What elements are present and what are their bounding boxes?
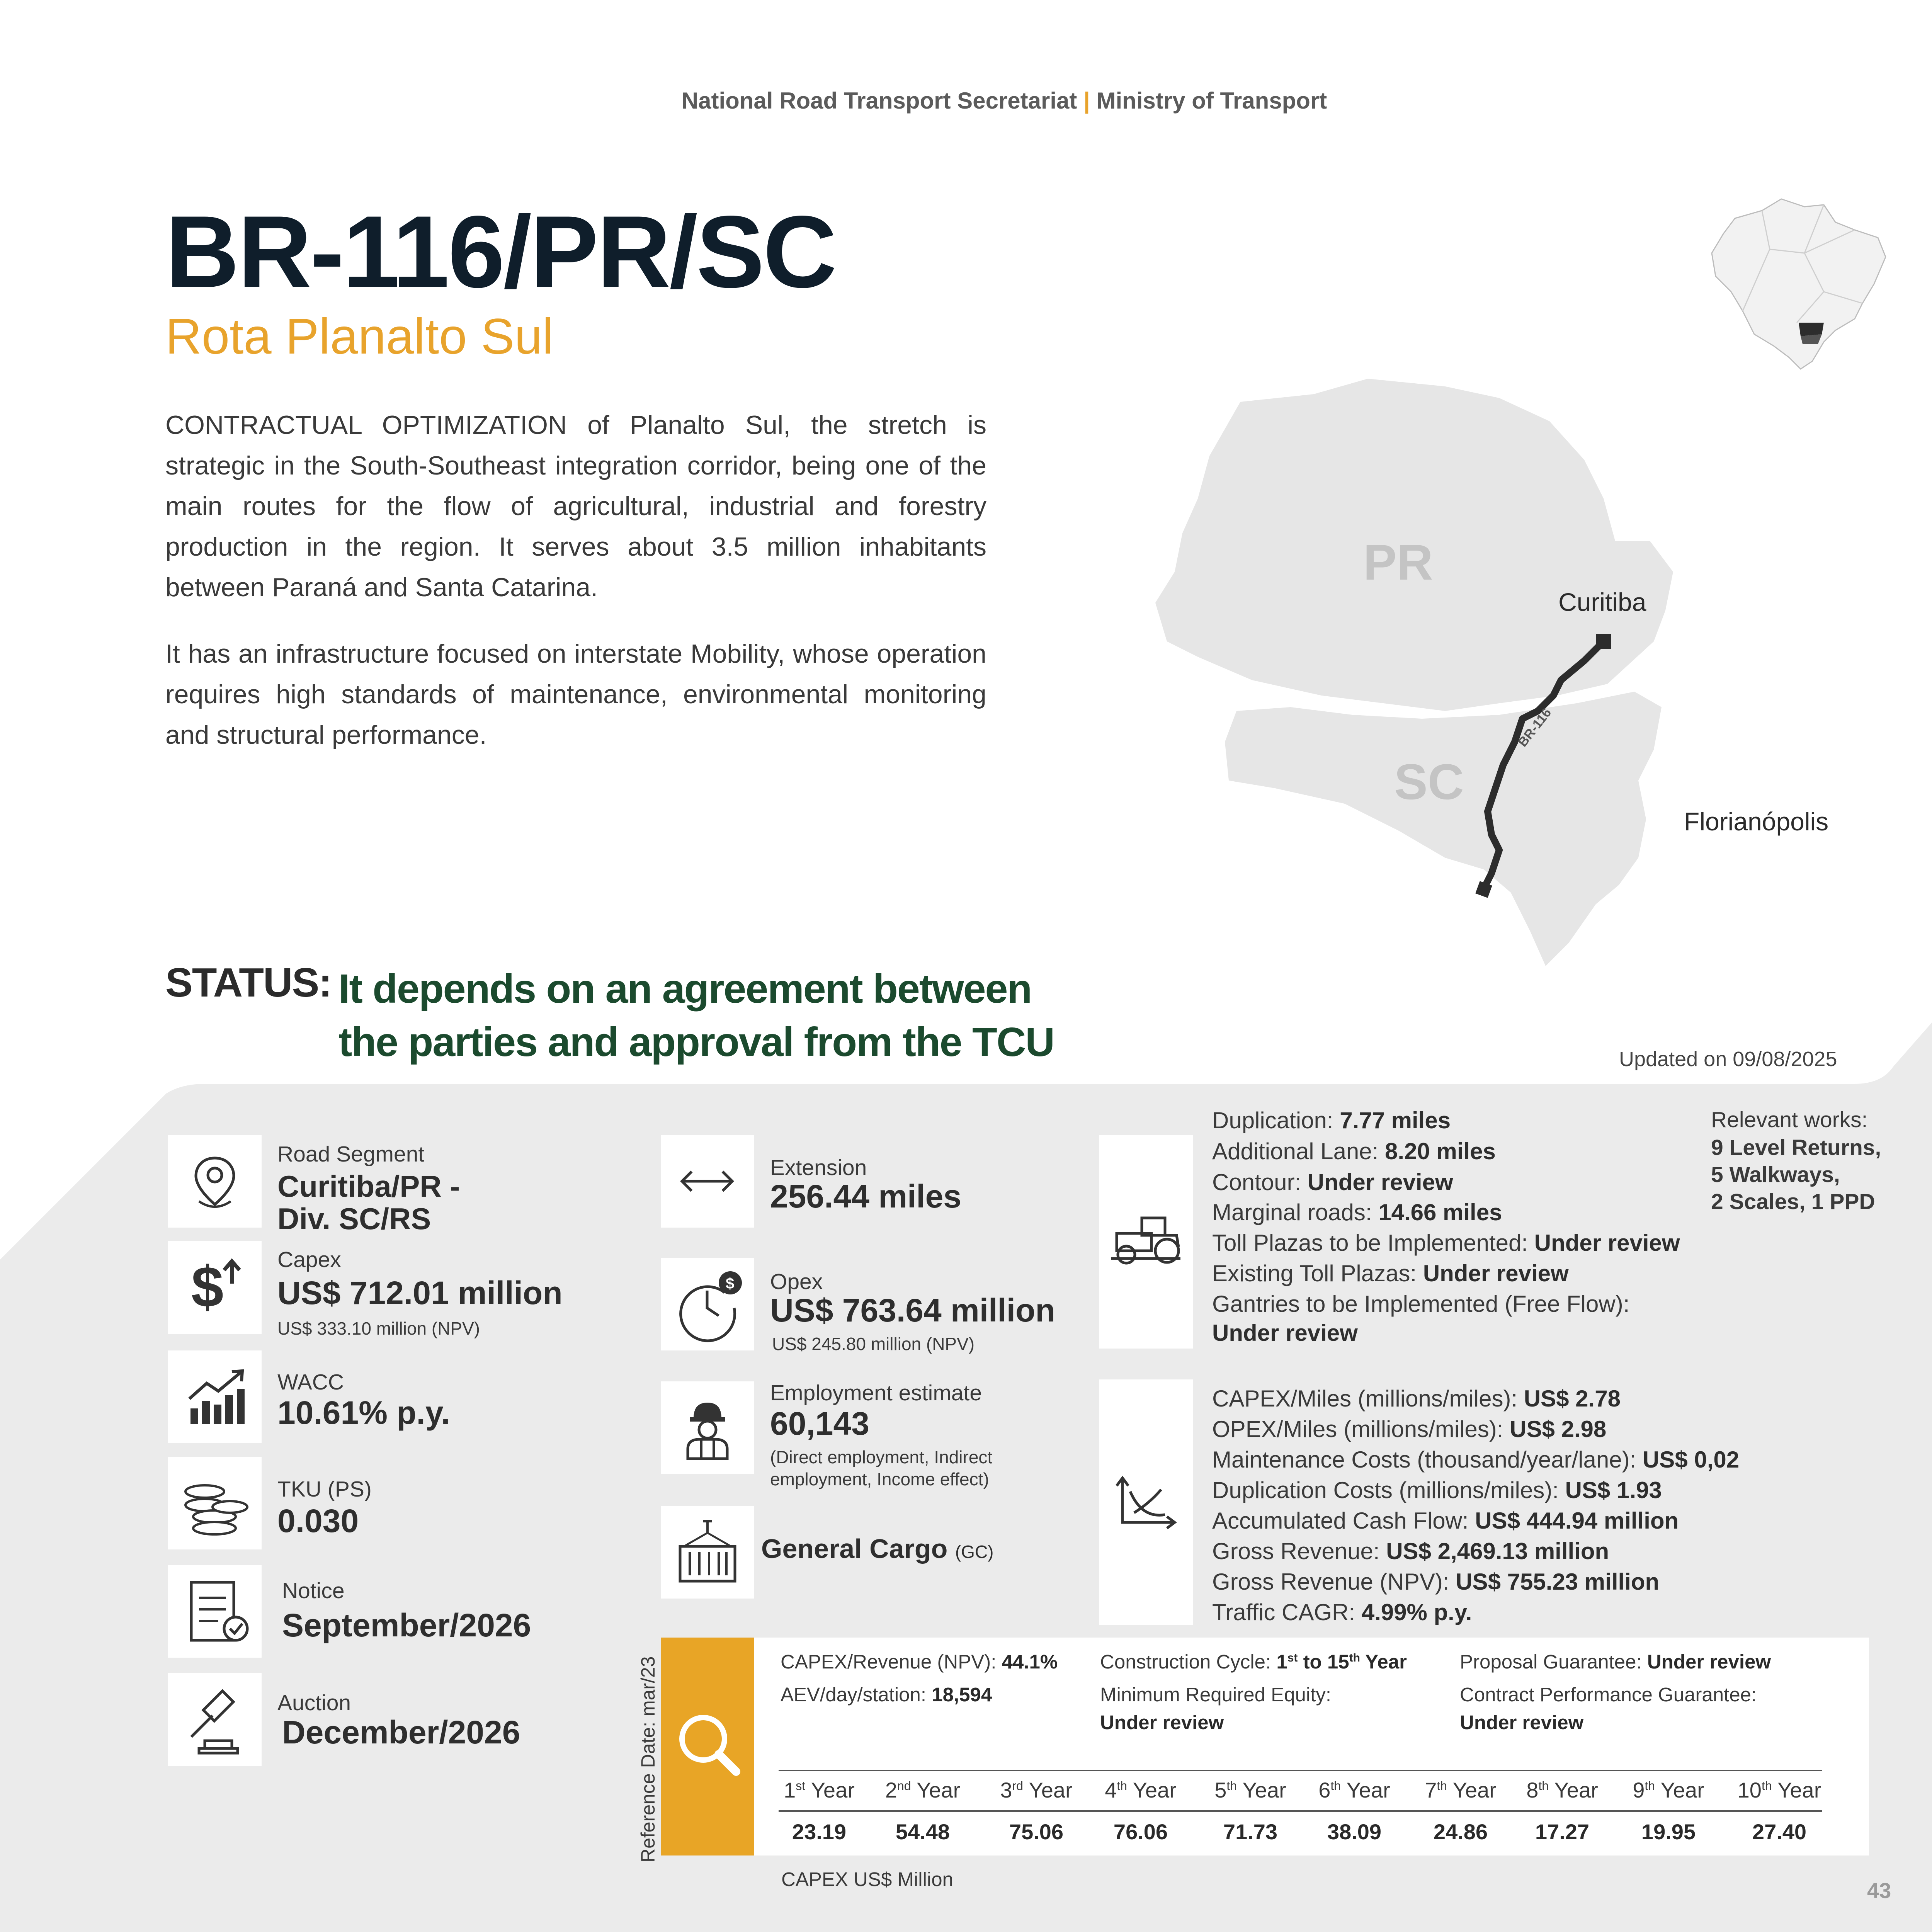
year-word: Year	[1237, 1778, 1286, 1802]
svg-text:$: $	[191, 1254, 224, 1319]
aev-label: AEV/day/station:	[781, 1684, 932, 1706]
finance-line	[1212, 1479, 1662, 1502]
finance-line-value: US$ 1.93	[1565, 1477, 1662, 1503]
year-number: 4	[1105, 1778, 1117, 1802]
finance-line	[1212, 1387, 1621, 1410]
finance-line-label: Accumulated Cash Flow:	[1212, 1508, 1475, 1534]
year-header	[869, 1777, 977, 1803]
city-label-florianopolis: Florianópolis	[1684, 807, 1829, 836]
year-header	[1508, 1777, 1616, 1803]
header-separator: |	[1083, 88, 1090, 114]
year-capex-value: 17.27	[1535, 1820, 1590, 1844]
construction-start-sup: st	[1287, 1651, 1298, 1664]
page-number: 43	[1867, 1878, 1891, 1903]
finance-line-label: CAPEX/Miles (millions/miles):	[1212, 1386, 1524, 1412]
equity-label: Minimum Required Equity:	[1100, 1684, 1332, 1706]
city-label-curitiba: Curitiba	[1558, 588, 1646, 616]
page-subtitle: Rota Planalto Sul	[165, 308, 554, 364]
capex-value: US$ 712.01 million	[277, 1275, 563, 1311]
year-word: Year	[1549, 1778, 1598, 1802]
divider-mid	[779, 1810, 1822, 1812]
year-capex-value: 38.09	[1327, 1820, 1382, 1844]
clock-dollar-icon	[661, 1258, 754, 1350]
construction-cycle	[1100, 1648, 1407, 1675]
year-suffix: th	[1761, 1779, 1772, 1793]
year-suffix: th	[1645, 1779, 1655, 1793]
finance-line-label: Gross Revenue:	[1212, 1538, 1386, 1564]
works-line	[1212, 1201, 1502, 1224]
proposal-label: Proposal Guarantee:	[1460, 1651, 1647, 1673]
double-arrow-icon	[661, 1135, 754, 1228]
works-line	[1212, 1231, 1680, 1255]
works-line-label: Gantries to be Implemented (Free Flow):	[1212, 1291, 1630, 1317]
works-line	[1212, 1171, 1453, 1194]
gavel-icon	[168, 1673, 262, 1766]
year-word: Year	[805, 1778, 855, 1802]
works-line-label: Additional Lane:	[1212, 1138, 1385, 1164]
year-header	[1614, 1777, 1723, 1803]
works-line-label: Duplication:	[1212, 1107, 1340, 1133]
intro-paragraph-1: CONTRACTUAL OPTIMIZATION of Planalto Sul, the stretch is strategic in the South-Southeast integration corridor, being one of the main routes for the flow of agricultural, industrial and forestry production in the region. It serves about 3.5 million inhabitants between Paraná and Santa Catarina.	[165, 410, 986, 602]
employment-note-2: employment, Income effect)	[770, 1469, 989, 1489]
employment-label: Employment estimate	[770, 1381, 982, 1405]
road-segment-label: Road Segment	[277, 1142, 425, 1167]
updated-date: Updated on 09/08/2025	[1619, 1048, 1837, 1071]
year-capex-value: 75.06	[1009, 1820, 1064, 1844]
year-word: Year	[1772, 1778, 1821, 1802]
year-capex-value: 76.06	[1113, 1820, 1168, 1844]
employment-value: 60,143	[770, 1405, 869, 1442]
finance-line-value: US$ 0,02	[1642, 1447, 1740, 1473]
state-label-sc: SC	[1394, 753, 1464, 810]
tku-value: 0.030	[277, 1503, 359, 1539]
growth-chart-icon	[168, 1350, 262, 1443]
year-word: Year	[1023, 1778, 1073, 1802]
road-roller-icon	[1099, 1135, 1193, 1349]
works-line-label: Existing Toll Plazas:	[1212, 1260, 1423, 1286]
divider-top	[779, 1770, 1822, 1771]
year-number: 7	[1425, 1778, 1437, 1802]
finance-line-label: Maintenance Costs (thousand/year/lane):	[1212, 1447, 1643, 1473]
works-line	[1212, 1109, 1451, 1132]
year-header	[1300, 1777, 1408, 1803]
year-number: 8	[1526, 1778, 1539, 1802]
dollar-up-icon	[168, 1241, 262, 1334]
contract-value: Under review	[1460, 1711, 1584, 1733]
road-segment-value-1: Curitiba/PR -	[277, 1169, 460, 1203]
year-capex-value: 24.86	[1433, 1820, 1488, 1844]
search-icon-box	[661, 1638, 754, 1855]
cargo-suffix: (GC)	[955, 1542, 994, 1562]
contract-label: Contract Performance Guarantee:	[1460, 1684, 1757, 1706]
year-suffix: th	[1226, 1779, 1237, 1793]
state-label-pr: PR	[1363, 534, 1433, 590]
construction-label: Construction Cycle:	[1100, 1651, 1277, 1673]
works-line	[1212, 1321, 1358, 1345]
opex-npv: US$ 245.80 million (NPV)	[772, 1334, 975, 1354]
year-word: Year	[1127, 1778, 1177, 1802]
svg-text:$: $	[726, 1275, 735, 1292]
proposal-value: Under review	[1647, 1651, 1771, 1673]
works-line-value: Under review	[1534, 1230, 1680, 1256]
finance-line	[1212, 1601, 1472, 1624]
header-secretariat: National Road Transport Secretariat	[681, 88, 1077, 114]
finance-line-value: US$ 444.94 million	[1475, 1508, 1679, 1534]
year-number: 1	[784, 1778, 796, 1802]
proposal-guarantee	[1460, 1648, 1771, 1675]
finance-line-value: US$ 755.23 million	[1456, 1569, 1660, 1595]
year-capex-value: 27.40	[1752, 1820, 1807, 1844]
auction-value: December/2026	[282, 1714, 520, 1750]
container-icon	[661, 1506, 754, 1599]
year-header	[1406, 1777, 1515, 1803]
year-header	[765, 1777, 873, 1803]
capex-revenue-label: CAPEX/Revenue (NPV):	[781, 1651, 1002, 1673]
extension-value: 256.44 miles	[770, 1178, 962, 1214]
relevant-works-item-2: 5 Walkways,	[1711, 1162, 1840, 1187]
year-word: Year	[911, 1778, 961, 1802]
works-line-label: Toll Plazas to be Implemented:	[1212, 1230, 1534, 1256]
status-text	[338, 962, 1150, 1069]
finance-line	[1212, 1448, 1739, 1471]
aev	[781, 1681, 992, 1708]
auction-label: Auction	[277, 1690, 351, 1715]
works-line	[1212, 1293, 1629, 1316]
works-line-value: 14.66 miles	[1378, 1199, 1502, 1225]
finance-line-label: Gross Revenue (NPV):	[1212, 1569, 1456, 1595]
finance-line-label: Traffic CAGR:	[1212, 1599, 1362, 1625]
construction-end: to 15	[1298, 1651, 1349, 1673]
location-pin-icon	[168, 1135, 262, 1228]
construction-year: Year	[1360, 1651, 1407, 1673]
works-line-value: Under review	[1307, 1169, 1453, 1195]
capex-revenue-value: 44.1%	[1002, 1651, 1058, 1673]
road-segment-value-2: Div. SC/RS	[277, 1202, 431, 1236]
wacc-value: 10.61% p.y.	[277, 1395, 450, 1431]
year-suffix: st	[796, 1779, 806, 1793]
year-suffix: th	[1437, 1779, 1447, 1793]
finance-line	[1212, 1540, 1609, 1563]
year-capex-value: 71.73	[1223, 1820, 1278, 1844]
equity-value: Under review	[1100, 1711, 1224, 1733]
works-line-label: Contour:	[1212, 1169, 1308, 1195]
worker-icon	[661, 1381, 754, 1474]
regional-map	[1151, 371, 1731, 981]
year-suffix: th	[1330, 1779, 1341, 1793]
year-capex-value: 19.95	[1641, 1820, 1696, 1844]
year-number: 6	[1318, 1778, 1331, 1802]
document-check-icon	[168, 1565, 262, 1658]
finance-line-value: US$ 2.78	[1524, 1386, 1621, 1412]
finance-line-label: OPEX/Miles (millions/miles):	[1212, 1416, 1510, 1442]
year-suffix: th	[1538, 1779, 1549, 1793]
year-number: 3	[1000, 1778, 1012, 1802]
year-suffix: rd	[1012, 1779, 1023, 1793]
cargo-type: General Cargo	[761, 1534, 948, 1564]
header-ministry: Ministry of Transport	[1096, 88, 1327, 114]
capex-label: Capex	[277, 1247, 341, 1272]
notice-label: Notice	[282, 1578, 345, 1603]
works-line-value: Under review	[1212, 1320, 1358, 1346]
finance-line-value: US$ 2.98	[1510, 1416, 1607, 1442]
year-word: Year	[1341, 1778, 1390, 1802]
year-header	[1196, 1777, 1304, 1803]
relevant-works-title: Relevant works:	[1711, 1107, 1868, 1132]
finance-line-value: 4.99% p.y.	[1361, 1599, 1472, 1625]
finance-line-label: Duplication Costs (millions/miles):	[1212, 1477, 1565, 1503]
aev-value: 18,594	[932, 1684, 992, 1706]
employment-note-1: (Direct employment, Indirect	[770, 1447, 993, 1467]
reference-date: Reference Date: mar/23	[637, 1656, 659, 1862]
cargo-value	[761, 1534, 993, 1564]
works-line-value: Under review	[1423, 1260, 1569, 1286]
intro-paragraph-2: It has an infrastructure focused on interstate Mobility, whose operation requires high standards of maintenance, environmental monitoring and structural performance.	[165, 639, 986, 750]
capex-revenue	[781, 1648, 1058, 1675]
relevant-works-item-3: 2 Scales, 1 PPD	[1711, 1189, 1875, 1214]
works-line-value: 7.77 miles	[1340, 1107, 1451, 1133]
construction-start: 1	[1276, 1651, 1287, 1673]
status-line-1: It depends on an agreement between	[338, 966, 1032, 1012]
axis-chart-icon	[1099, 1379, 1193, 1625]
finance-line	[1212, 1570, 1659, 1594]
finance-line	[1212, 1509, 1679, 1532]
opex-value: US$ 763.64 million	[770, 1292, 1055, 1328]
finance-line	[1212, 1418, 1606, 1441]
year-word: Year	[1447, 1778, 1497, 1802]
year-number: 2	[885, 1778, 897, 1802]
tku-label: TKU (PS)	[277, 1477, 372, 1502]
year-capex-value: 54.48	[895, 1820, 950, 1844]
works-line	[1212, 1262, 1569, 1285]
capex-npv: US$ 333.10 million (NPV)	[277, 1318, 480, 1338]
wacc-label: WACC	[277, 1370, 344, 1395]
year-suffix: nd	[897, 1779, 911, 1793]
relevant-works-item-1: 9 Level Returns,	[1711, 1135, 1881, 1160]
page-title: BR-116/PR/SC	[165, 195, 836, 309]
opex-label: Opex	[770, 1269, 823, 1294]
capex-caption: CAPEX US$ Million	[781, 1868, 953, 1890]
finance-line-value: US$ 2,469.13 million	[1386, 1538, 1609, 1564]
works-line	[1212, 1140, 1496, 1163]
year-number: 5	[1214, 1778, 1227, 1802]
notice-value: September/2026	[282, 1607, 531, 1643]
works-line-value: 8.20 miles	[1385, 1138, 1496, 1164]
year-header	[1087, 1777, 1195, 1803]
status-line-2: the parties and approval from the TCU	[338, 1019, 1054, 1065]
status-label: STATUS:	[165, 960, 332, 1005]
year-header	[1725, 1777, 1833, 1803]
coins-icon	[168, 1457, 262, 1549]
works-line-label: Marginal roads:	[1212, 1199, 1379, 1225]
brazil-locator-map	[1708, 195, 1889, 377]
year-number: 10	[1737, 1778, 1762, 1802]
year-suffix: th	[1117, 1779, 1128, 1793]
construction-end-sup: th	[1349, 1651, 1360, 1664]
year-header	[982, 1777, 1090, 1803]
extension-label: Extension	[770, 1155, 867, 1180]
year-word: Year	[1655, 1778, 1704, 1802]
page-header	[0, 87, 1932, 114]
year-number: 9	[1633, 1778, 1645, 1802]
year-capex-value: 23.19	[792, 1820, 847, 1844]
road-label: BR-116	[1515, 705, 1554, 750]
